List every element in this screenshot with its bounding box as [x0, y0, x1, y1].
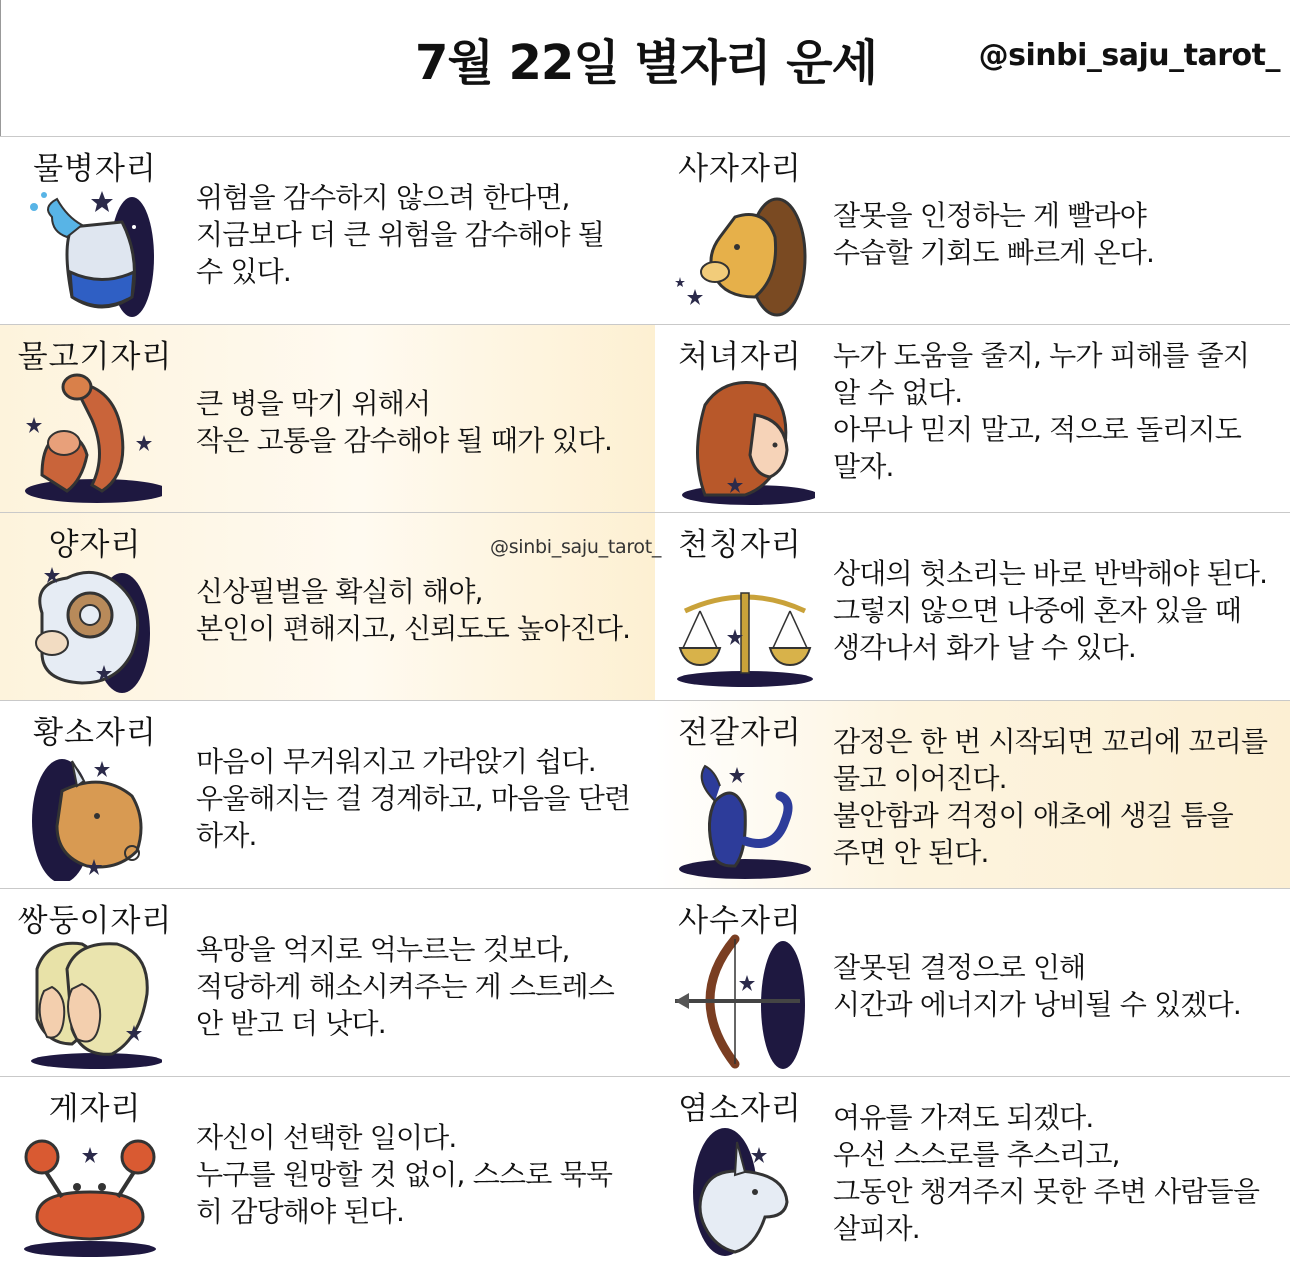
horoscope-row — [0, 136, 1290, 324]
sign-card-taurus — [0, 701, 655, 888]
fortune-text: 잘못을 인정하는 게 빨라야 수습할 기회도 빠르게 온다. — [833, 199, 1155, 269]
gemini-icon — [22, 929, 162, 1069]
sign-name: 물병자리 — [33, 151, 157, 187]
page-title: 7월 22일 별자리 운세 — [415, 35, 877, 91]
sign-card-virgo — [655, 325, 1290, 512]
sign-name: 처녀자리 — [678, 339, 802, 375]
virgo-icon — [675, 365, 815, 505]
pisces-icon — [22, 365, 162, 505]
sign-name: 전갈자리 — [678, 715, 802, 751]
sign-card-cancer — [0, 1077, 655, 1262]
sign-card-aquarius — [0, 137, 655, 324]
sign-name: 사수자리 — [678, 903, 802, 939]
fortune-text: 욕망을 억지로 억누르는 것보다, 적당하게 해소시켜주는 게 스트레스 안 받고 더 낫다. — [196, 933, 615, 1040]
sign-name: 게자리 — [48, 1091, 142, 1127]
page-header — [0, 0, 1290, 136]
sign-name: 염소자리 — [678, 1091, 802, 1127]
sign-name: 황소자리 — [33, 715, 157, 751]
leo-icon — [675, 177, 815, 317]
sign-name: 쌍둥이자리 — [17, 903, 173, 939]
fortune-text: 누가 도움을 줄지, 누가 피해를 줄지 알 수 없다. 아무나 믿지 말고, 적으로 돌리지도 말자. — [833, 339, 1250, 483]
sign-card-capricorn — [655, 1077, 1290, 1262]
sign-name: 천칭자리 — [678, 527, 802, 563]
fortune-text: 상대의 헛소리는 바로 반박해야 된다. 그렇지 않으면 나중에 혼자 있을 때 생각나서 화가 날 수 있다. — [833, 557, 1268, 664]
taurus-icon — [22, 741, 162, 881]
fortune-text: 신상필벌을 확실히 해야, 본인이 편해지고, 신뢰도도 높아진다. — [196, 575, 631, 645]
sign-card-sagittarius — [655, 889, 1290, 1076]
libra-icon — [675, 553, 815, 693]
sign-card-pisces — [0, 325, 655, 512]
sign-card-gemini — [0, 889, 655, 1076]
fortune-text: 마음이 무거워지고 가라앉기 쉽다. 우울해지는 걸 경계하고, 마음을 단련 하자. — [196, 745, 631, 852]
sign-name: 사자자리 — [678, 151, 802, 187]
sign-card-scorpio — [655, 701, 1290, 888]
sign-card-leo — [655, 137, 1290, 324]
horoscope-row — [0, 700, 1290, 888]
sagittarius-icon — [675, 929, 815, 1069]
cancer-icon — [22, 1117, 162, 1257]
fortune-text: 감정은 한 번 시작되면 꼬리에 꼬리를 물고 이어진다. 불안함과 걱정이 애초에 생길 틈을 주면 안 된다. — [833, 725, 1268, 869]
horoscope-grid — [0, 136, 1290, 1262]
capricorn-icon — [675, 1117, 815, 1257]
fortune-text: 위험을 감수하지 않으려 한다면, 지금보다 더 큰 위험을 감수해야 될 수 있다. — [196, 181, 604, 288]
aries-icon — [22, 553, 162, 693]
account-handle: @sinbi_saju_tarot_ — [978, 38, 1280, 73]
horoscope-row — [0, 1076, 1290, 1262]
sign-card-libra — [655, 513, 1290, 700]
sign-name: 물고기자리 — [17, 339, 173, 375]
fortune-text: 여유를 가져도 되겠다. 우선 스스로를 추스리고, 그동안 챙겨주지 못한 주변 사람들을 살피자. — [833, 1101, 1260, 1245]
scorpio-icon — [675, 741, 815, 881]
watermark: @sinbi_saju_tarot_ — [490, 536, 662, 558]
fortune-text: 큰 병을 막기 위해서 작은 고통을 감수해야 될 때가 있다. — [196, 387, 613, 457]
fortune-text: 자신이 선택한 일이다. 누구를 원망할 것 없이, 스스로 묵묵 히 감당해야 된다. — [196, 1121, 613, 1228]
horoscope-row — [0, 324, 1290, 512]
sign-name: 양자리 — [48, 527, 142, 563]
aquarius-icon — [22, 177, 162, 317]
fortune-text: 잘못된 결정으로 인해 시간과 에너지가 낭비될 수 있겠다. — [833, 951, 1241, 1021]
horoscope-row — [0, 888, 1290, 1076]
